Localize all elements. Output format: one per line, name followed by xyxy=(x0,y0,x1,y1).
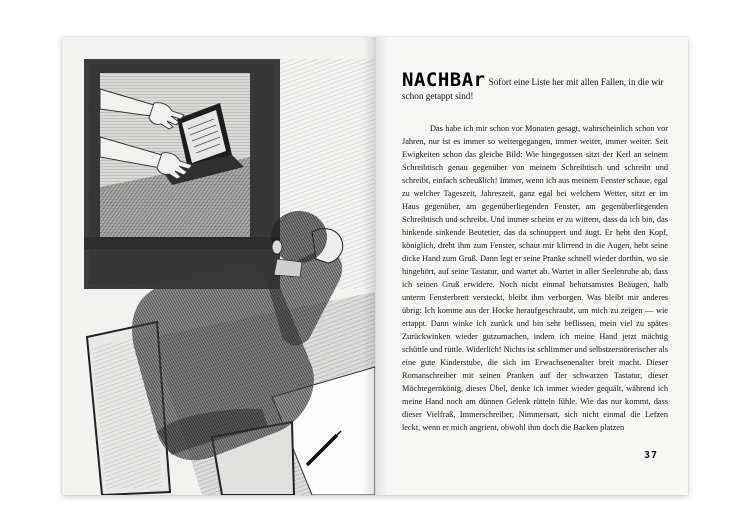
chapter-heading xyxy=(402,69,666,103)
book-spread xyxy=(62,37,688,495)
chapter-subtitle: Sofort eine Liste her mit allen Fallen, in die wir schon getappt sind! xyxy=(402,77,664,101)
left-page xyxy=(62,37,375,495)
page-number: 37 xyxy=(643,450,658,461)
chapter-title: NACHBAr xyxy=(402,69,486,91)
pencil-illustration xyxy=(62,37,375,495)
body-paragraph: Das habe ich mir schon vor Monaten gesagt, wahrscheinlich schon vor Jahren, nur ist es immer so weitergegangen, immer weiter, immer weiter. Seit Ewigkeiten schon das gleiche Bild: Wie hingegossen sitzt der Kerl an seinem Schreibtisch genau gegenüber von meinem Schreibtisch und schreibt und schreibt, einfach scheußlich! Immer, wenn ich aus meinem Fenster schaue, egal zu welcher Tageszeit, Jahreszeit, ganz egal bei welchem Wetter, sitzt er im Haus gegenüber, am gegenüberliegenden Fenster, am gegenüberliegenden Schreibtisch und schreibt. Und immer scheint er zu wittern, dass da ich bin, das hinkende sinkende Beutetier, das da schnuppert und äugt. Er hebt den Kopf, königlich, dreht ihm zum Fenster, schaut mir klirrend in die Augen, hebt seine dicke Hand zum Gruß. Dann legt er seine Pranke schnell wieder dorthin, wo sie hingehört, auf seine Tastatur, und wartet ab. Wartet in aller Seelenruhe ab, dass ich seinen Gruß erwidere. Noch nicht einmal behutsamstes Beäugen, halb unterm Fensterbrett versteckt, bleibt ihm verborgen. Was bleibt mir anderes übrig: Ich komme aus der Hocke heraufgeschraubt, um mich zu zeigen — wie ertappt. Dann winke ich zurück und bin sehr beflissen, mein viel zu spätes Zurückwinken wieder gutzumachen, indem ich meine Hand jetzt mächtig schüttle und rüttle. Widerlich! Nichts ist schlimmer und selbstzerstörerischer als eine gute Kinderstube, die sich im Erwachsenenalter breit macht. Dieser Romanschreiber mit seinen Pranken auf der schwarzen Tastatur, dieser Möchtegernkönig, dieses Übel, denke ich immer wieder gequält, während ich meine Hand noch am dünnen Gelenk rütteln fühle. Wie das nur kommt, dass dieser Vielfraß, Immerschreiber, Nimmersatt, sich nicht einmal die Lefzen leckt, wenn er mich angrient, obwohl ihm doch die Backen platzen xyxy=(402,124,668,432)
right-page xyxy=(375,37,688,495)
